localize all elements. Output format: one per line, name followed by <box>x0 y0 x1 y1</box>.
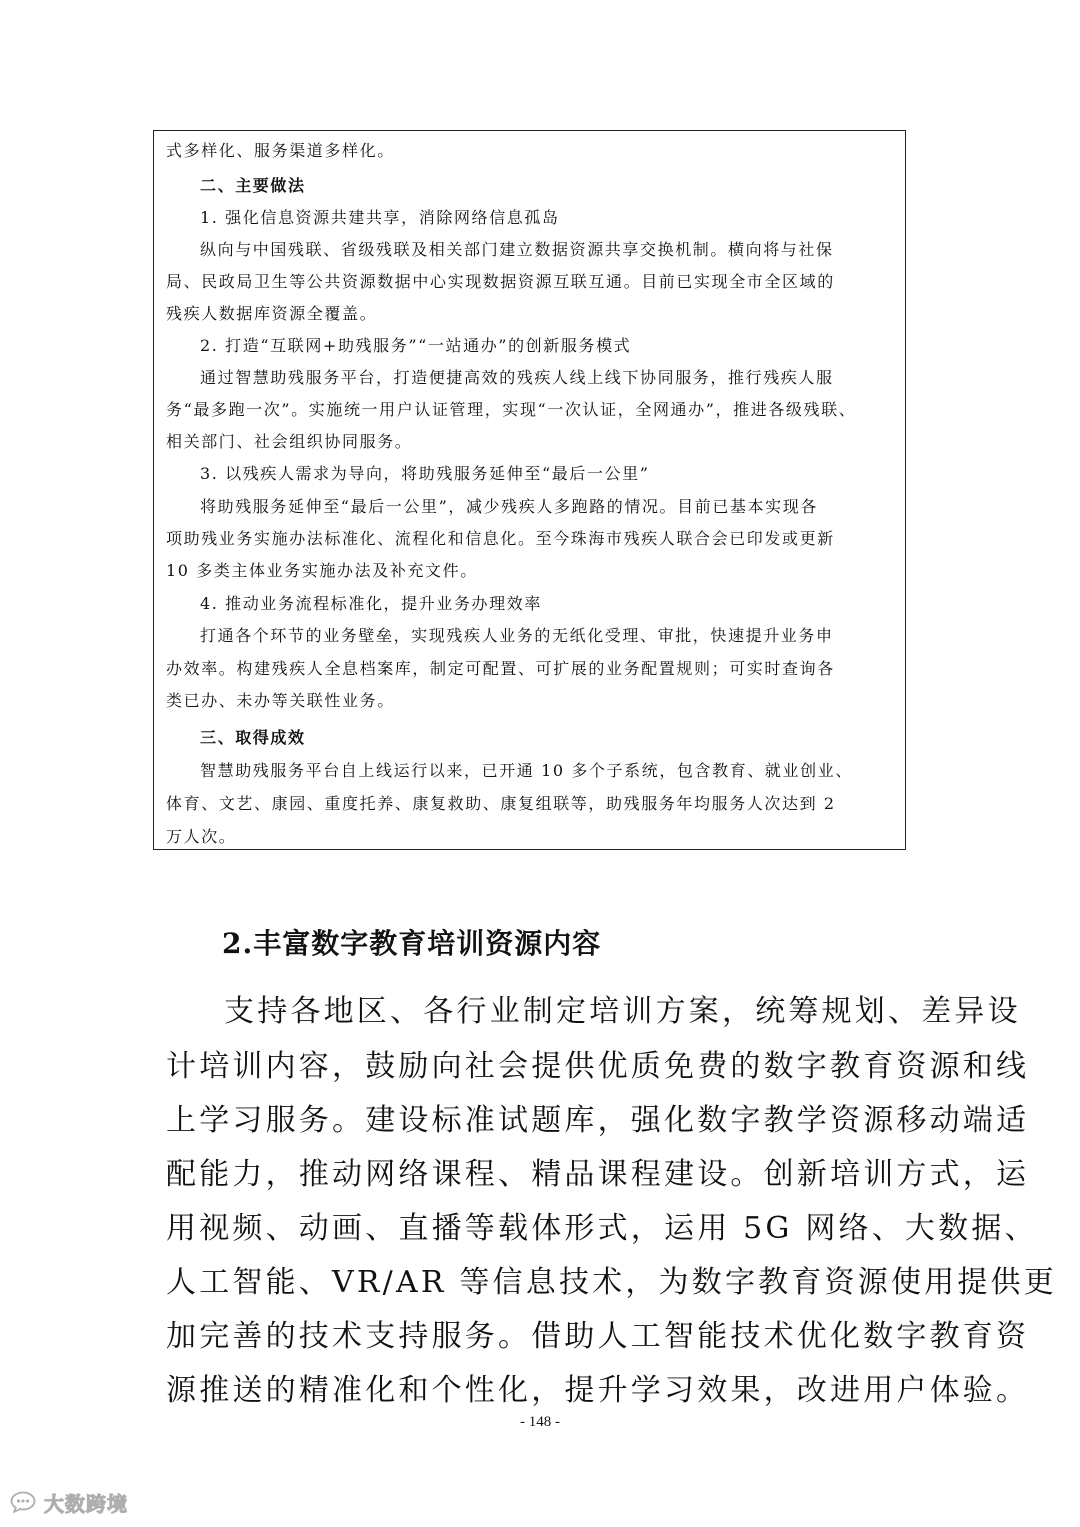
speech-bubble-logo-icon <box>10 1491 38 1513</box>
case-text-line: 式多样化、服务渠道多样化。 <box>166 141 395 160</box>
case-item-heading: 2. 打造“互联网+助残服务”“一站通办”的创新服务模式 <box>200 336 632 355</box>
body-text-line: 支持各地区、各行业制定培训方案，统筹规划、差异设 <box>224 994 1021 1029</box>
watermark <box>10 1487 128 1517</box>
case-text-line: 万人次。 <box>166 827 237 846</box>
case-text-line: 项助残业务实施办法标准化、流程化和信息化。至今珠海市残疾人联合会已印发或更新 <box>166 529 835 548</box>
body-text-line: 加完善的技术支持服务。借助人工智能技术优化数字教育资 <box>166 1319 1030 1354</box>
case-section-heading: 二、主要做法 <box>200 176 306 195</box>
case-text-line: 相关部门、社会组织协同服务。 <box>166 432 413 451</box>
case-text-line: 通过智慧助残服务平台，打造便捷高效的残疾人线上线下协同服务，推行残疾人服 <box>200 368 834 387</box>
body-text-line: 用视频、动画、直播等载体形式，运用 5G 网络、大数据、 <box>166 1211 1038 1246</box>
body-text-line: 配能力，推动网络课程、精品课程建设。创新培训方式，运 <box>166 1157 1030 1192</box>
case-text-line: 纵向与中国残联、省级残联及相关部门建立数据资源共享交换机制。横向将与社保 <box>200 240 834 259</box>
case-text-line: 10 多类主体业务实施办法及补充文件。 <box>166 561 478 580</box>
section-heading: 2.丰富数字教育培训资源内容 <box>222 927 602 960</box>
case-text-line: 局、民政局卫生等公共资源数据中心实现数据资源互联互通。目前已实现全市全区域的 <box>166 272 835 291</box>
case-item-heading: 1. 强化信息资源共建共享，消除网络信息孤岛 <box>200 208 560 227</box>
body-text-line: 源推送的精准化和个性化，提升学习效果，改进用户体验。 <box>166 1373 1030 1408</box>
case-text-line: 智慧助残服务平台自上线运行以来，已开通 10 多个子系统，包含教育、就业创业、 <box>200 761 853 780</box>
case-text-line: 类已办、未办等关联性业务。 <box>166 691 395 710</box>
case-item-heading: 3. 以残疾人需求为导向，将助残服务延伸至“最后一公里” <box>200 464 650 483</box>
case-text-line: 将助残服务延伸至“最后一公里”，减少残疾人多跑路的情况。目前已基本实现各 <box>200 497 818 516</box>
case-text-line: 体育、文艺、康园、重度托养、康复救助、康复组联等，助残服务年均服务人次达到 2 <box>166 794 836 813</box>
page-number: - 148 - <box>520 1414 560 1430</box>
case-text-line: 办效率。构建残疾人全息档案库，制定可配置、可扩展的业务配置规则；可实时查询各 <box>166 659 835 678</box>
body-text-line: 计培训内容，鼓励向社会提供优质免费的数字教育资源和线 <box>166 1049 1030 1084</box>
case-item-heading: 4. 推动业务流程标准化，提升业务办理效率 <box>200 594 542 613</box>
case-text-line: 残疾人数据库资源全覆盖。 <box>166 304 378 323</box>
case-text-line: 打通各个环节的业务壁垒，实现残疾人业务的无纸化受理、审批，快速提升业务申 <box>200 626 834 645</box>
body-text-line: 上学习服务。建设标准试题库，强化数字教学资源移动端适 <box>166 1103 1030 1138</box>
case-text-line: 务“最多跑一次”。实施统一用户认证管理，实现“一次认证，全网通办”，推进各级残联、 <box>166 400 857 419</box>
watermark-text: 大数跨境 <box>44 1491 128 1516</box>
case-section-heading: 三、取得成效 <box>200 728 306 747</box>
body-text-line: 人工智能、VR/AR 等信息技术，为数字教育资源使用提供更 <box>166 1265 1057 1300</box>
